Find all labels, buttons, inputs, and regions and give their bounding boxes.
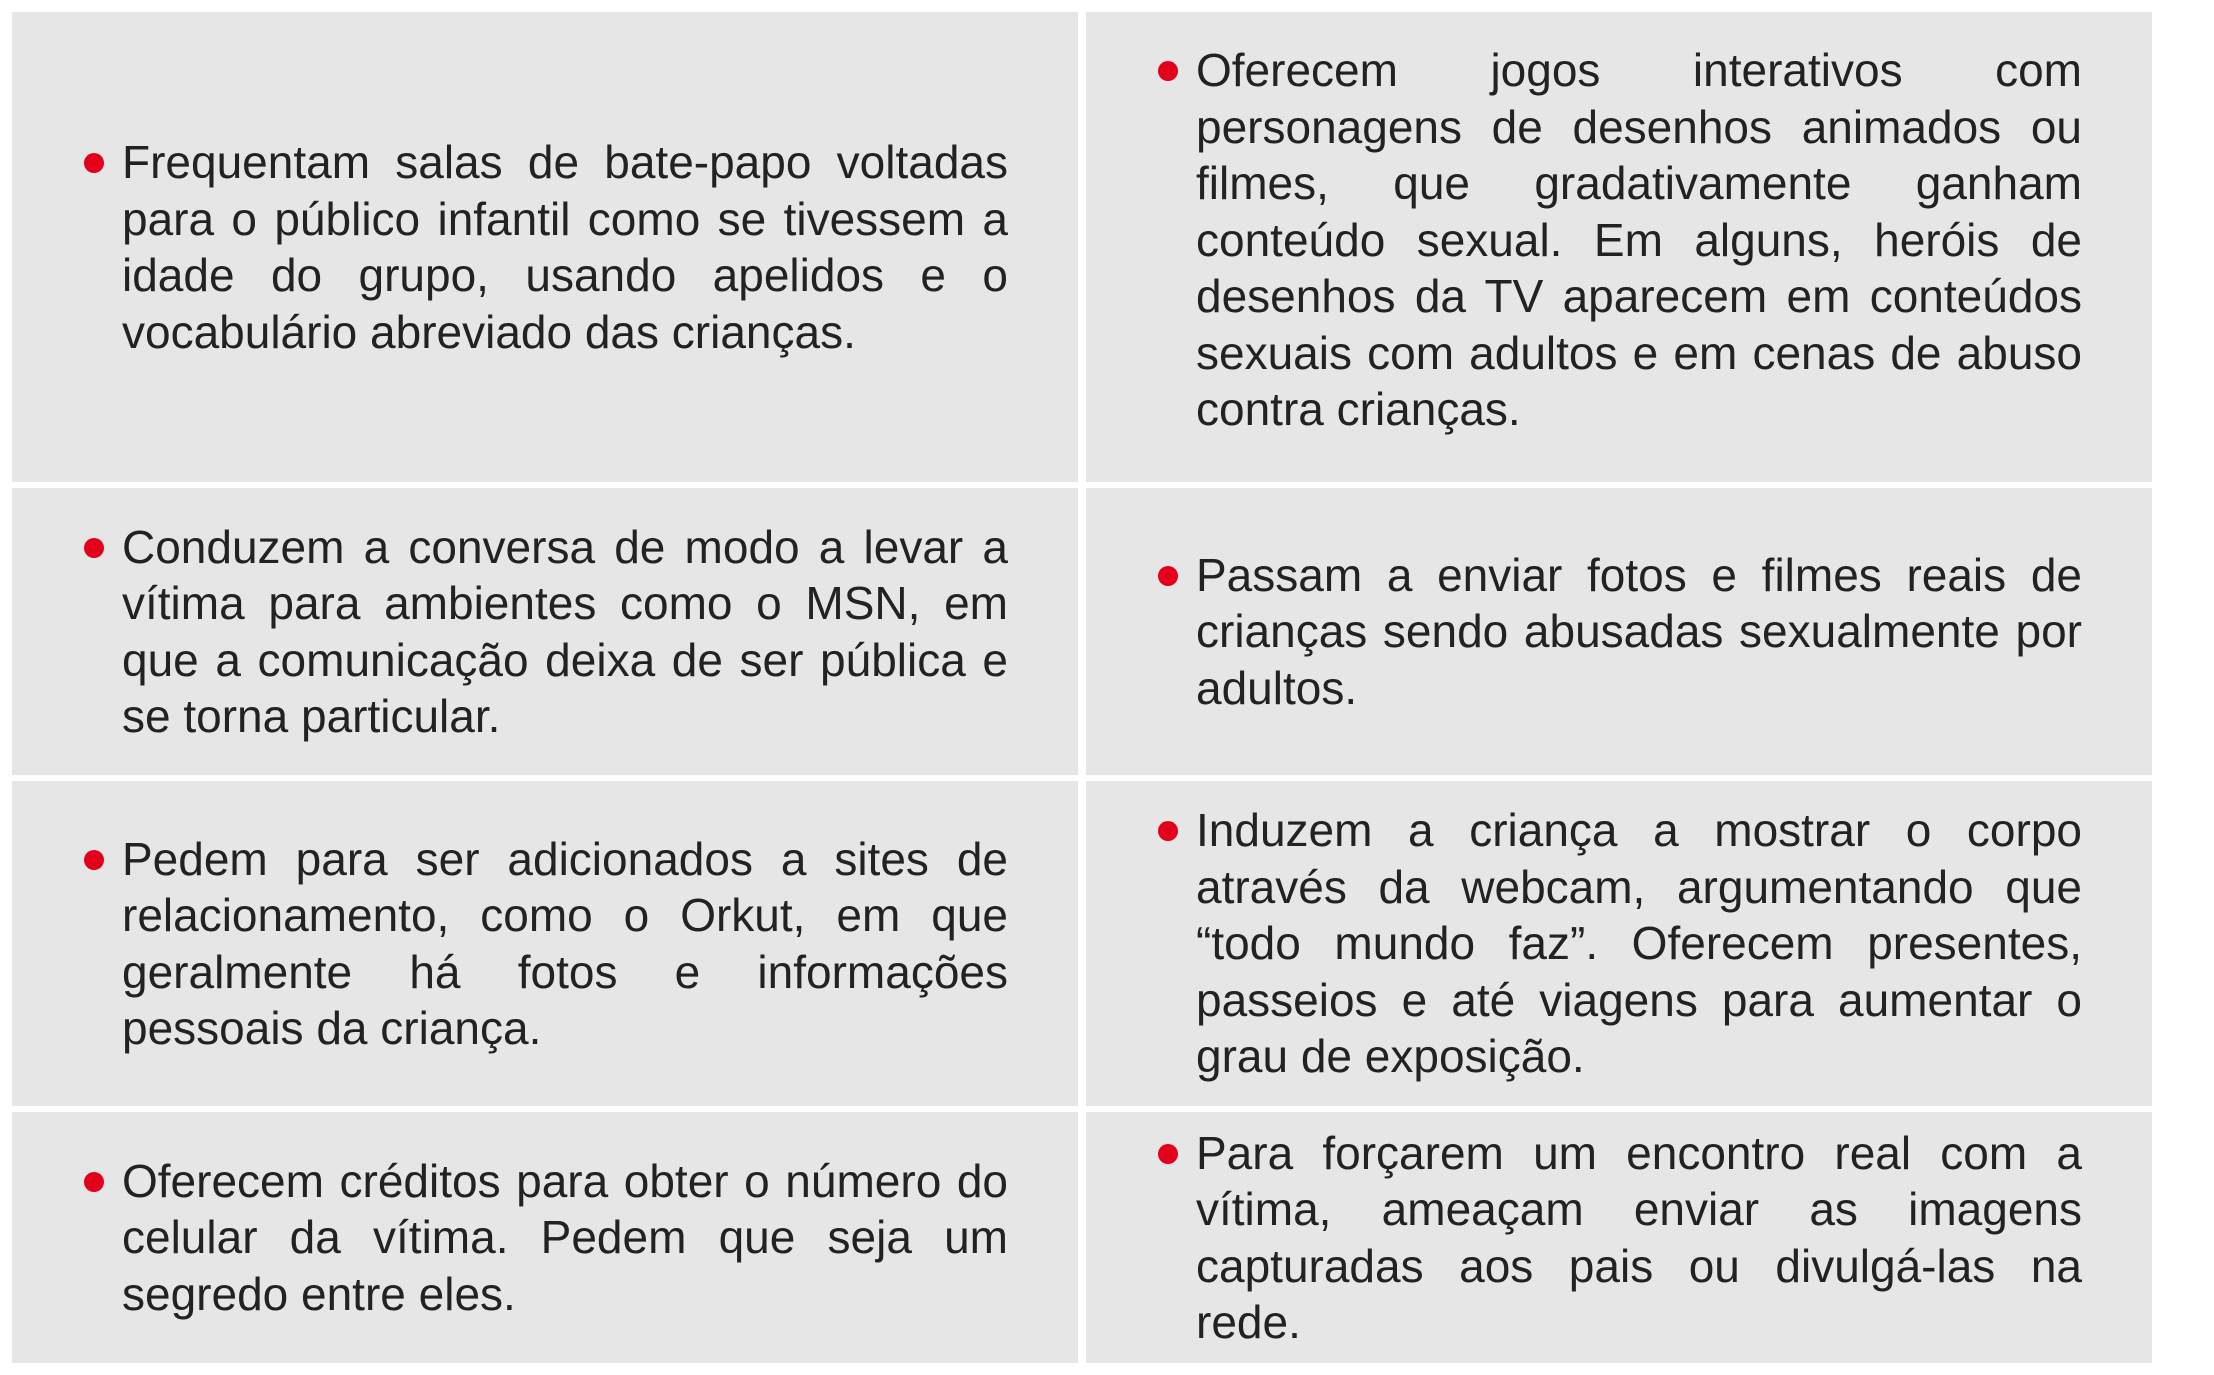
bullet-icon (1158, 61, 1178, 81)
table-cell-r2-right (1086, 488, 2152, 775)
table-cell-r4-left (12, 1112, 1078, 1363)
item-text: Para forçarem um encontro real com a vítima, ameaçam enviar as imagens capturadas aos pais ou divulgá-las na rede. (1196, 1126, 2082, 1348)
item-text: Conduzem a conversa de modo a levar a vítima para ambientes como o MSN, em que a comunicação deixa de ser pública e se torna particular. (122, 520, 1008, 742)
bullet-icon (84, 153, 104, 173)
list-item (12, 134, 1078, 360)
bullet-icon (84, 1172, 104, 1192)
bullet-icon (1158, 566, 1178, 586)
table-cell-r1-right (1086, 12, 2152, 482)
table-cell-r3-left (12, 781, 1078, 1106)
item-text: Pedem para ser adicionados a sites de relacionamento, como o Orkut, em que geralmente há fotos e informações pessoais da criança. (122, 832, 1008, 1054)
item-text: Induzem a criança a mostrar o corpo através da webcam, argumentando que “todo mundo faz”. Oferecem presentes, passeios e até viagens para aumentar o grau de exposição. (1196, 804, 2082, 1083)
table-cell-r3-right (1086, 781, 2152, 1106)
list-item (1086, 802, 2152, 1085)
item-text: Passam a enviar fotos e filmes reais de crianças sendo abusadas sexualmente por adultos. (1196, 548, 2082, 714)
item-text: Oferecem créditos para obter o número do celular da vítima. Pedem que seja um segredo entre eles. (122, 1154, 1008, 1320)
info-table (12, 12, 2202, 1363)
list-item (1086, 1125, 2152, 1351)
list-item (12, 1153, 1078, 1323)
list-item (12, 519, 1078, 745)
bullet-icon (1158, 821, 1178, 841)
item-text: Frequentam salas de bate-papo voltadas para o público infantil como se tivessem a idade do grupo, usando apelidos e o vocabulário abreviado das crianças. (122, 136, 1008, 358)
table-cell-r1-left (12, 12, 1078, 482)
item-text: Oferecem jogos interativos com personagens de desenhos animados ou filmes, que gradativamente ganham conteúdo sexual. Em alguns, heróis de desenhos da TV aparecem em conteúdos sexuais com adultos e em cenas de abuso contra crianças. (1196, 44, 2082, 435)
table-cell-r2-left (12, 488, 1078, 775)
bullet-icon (84, 850, 104, 870)
bullet-icon (84, 538, 104, 558)
list-item (1086, 42, 2152, 438)
list-item (1086, 547, 2152, 717)
table-cell-r4-right (1086, 1112, 2152, 1363)
bullet-icon (1158, 1144, 1178, 1164)
list-item (12, 831, 1078, 1057)
